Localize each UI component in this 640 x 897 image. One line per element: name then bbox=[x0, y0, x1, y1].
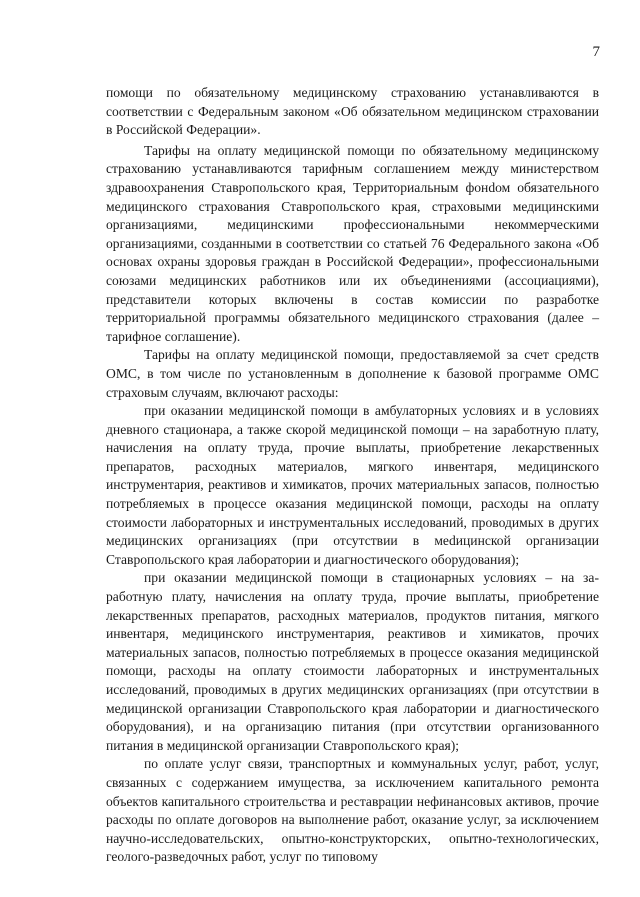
page-number: 7 bbox=[592, 44, 600, 60]
paragraph-tariff-expenses: Тарифы на оплату медицинской помощи, предоставляемой за счет средств ОМС, в том числе по установленным в дополнение к базовой программе ОМС страховым случаям, включают расходы: bbox=[106, 347, 599, 400]
paragraph-outpatient-expenses: при оказании медицинской помощи в амбулаторных условиях и в условиях дневного стационара, а также скорой медицинской помощи – на заработную плату, начисления на оплату труда, прочие выплаты, приобретение лекарственных препаратов, расходных материалов, мягкого инвентаря, медицинского инструментария, реактивов и химикатов, прочих материальных запасов, полностью потребляемых в процессе оказания медицинской помощи, расходы на оплату стоимости лабораторных и инструментальных исследований, проводимых в других медицинских организациях (при отсутствии в меdицинской организации Ставропольского края лаборатории и диагностического оборудования); bbox=[106, 403, 599, 567]
paragraph-inpatient-expenses: при оказании медицинской помощи в стационарных условиях – на заработную плату, начисления на оплату труда, прочие выплаты, приобретение лекарственных препаратов, расходных материалов, продуктов питания, мягкого инвентаря, медицинского инструментария, реактивов и химикатов, прочих материальных запасов, полностью потребляемых в процессе оказания медицинской помощи, расходы на оплату стоимости лабораторных и инструментальных исследований, проводимых в других медицинских организациях (при отсутствии в медицинской организации Ставропольского края лаборатории и диагностического оборудования), и на организацию питания (при отсутствии организованного питания в медицинской организации Ставропольского края); bbox=[106, 570, 599, 753]
document-body bbox=[106, 84, 599, 867]
paragraph-services-expenses: по оплате услуг связи, транспортных и коммунальных услуг, работ, услуг, связанных с содержанием имущества, за исключением капитального ремонта объектов капитального строительства и реставрации нефинансовых активов, прочие расходы по оплате договоров на выполнение работ, оказание услуг, за исключением научно-исследовательских, опытно-конструкторских, опытно-технологических, геолого-разведочных работ, услуг по типовому bbox=[106, 756, 599, 865]
paragraph-tariff-agreement: Тарифы на оплату медицинской помощи по обязательному медицинскому страхованию устанавливаются тарифным соглашением между министерством здравоохранения Ставропольского края, Территориальным фонdом обязательного медицинского страхования Ставропольского края, страховыми медицинскими организациями, медицинскими профессиональными некоммерческими организациями, созданными в соответствии со статьей 76 Федерального закона «Об основах охраны здоровья граждан в Российской Федерации», профессиональными союзами медицинских работников или их объединениями (ассоциациями), представители которых включены в состав комиссии по разработке территориальной программы обязательного медицинского страхования (далее – тарифное соглашение). bbox=[106, 142, 599, 344]
paragraph-continuation: помощи по обязательному медицинскому страхованию устанавливаются в соответствии с Федеральным законом «Об обязательном медицинском страховании в Российской Федерации». bbox=[106, 85, 599, 138]
